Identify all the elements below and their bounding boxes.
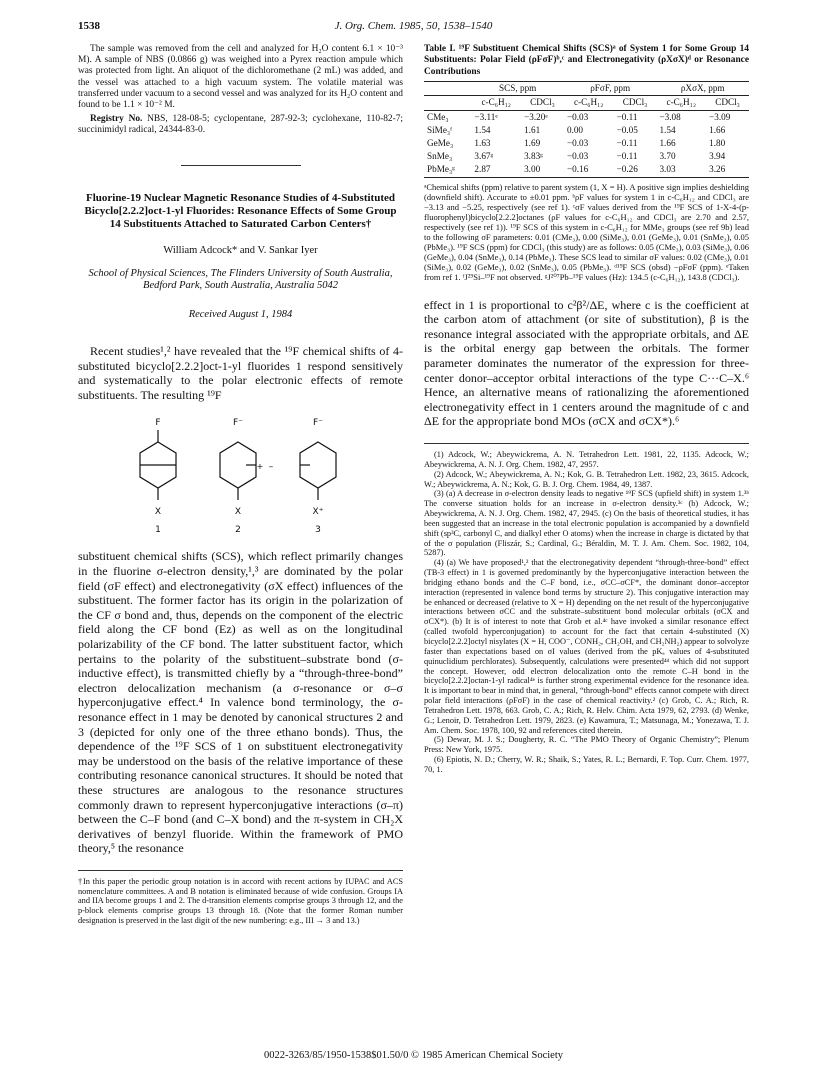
atom-x-1: X [154, 507, 162, 518]
header-field: ρFσF, ppm [564, 82, 657, 96]
sub-header: CDCl₃ [706, 96, 749, 110]
page-header [78, 20, 749, 36]
reference-item: (3) (a) A decrease in σ-electron density leads to negative ¹⁹F SCS (upfield shift) in system 1.³ᵇ The converse situation holds for an increase in σ-electron density.³ᶜ (b) Adcock, W.; Abeywickrema, A. N. J. Org. Chem. 1982, 47, 2945. (c) On the basis of theoretical studies, it has been suggested that an increase in the total electronic population is accompanied by a downfield shift (sp³C, carbonyl C, and dialkyl ether O atoms) when the increase in charge is dictated by that of the σ population (Fliszár, S.; Cardinal, G.; Béraldin, M. T. J. Am. Chem. Soc. 1982, 104, 5287). [424, 489, 749, 558]
right-column [424, 44, 749, 775]
article-separator [181, 165, 301, 166]
table-row [424, 124, 749, 137]
table-group-header-row [424, 82, 749, 96]
table-cell: −0.26 [614, 163, 657, 177]
structure-3 [300, 442, 336, 500]
table-cell: −0.11 [616, 151, 638, 162]
table-sub-header-row [424, 96, 749, 110]
reference-item: (5) Dewar, M. J. S.; Dougherty, R. C. “The PMO Theory of Organic Chemistry”; Plenum Press: New York, 1975. [424, 735, 749, 755]
table-cell: −0.11 [616, 138, 638, 149]
intro-paragraph: Recent studies¹,² have revealed that the ¹⁹F chemical shifts of 4-substituted bicyclo[2.2.2]oct-1-yl fluorides 1 respond sensitively and systematically to the polar electronic effects of remote substituents. The resulting ¹⁹F [78, 344, 403, 402]
compound-number-2: 2 [235, 525, 241, 536]
registry-numbers [78, 114, 403, 136]
atom-f-2: F⁻ [233, 418, 243, 429]
table-footnotes: ᵃChemical shifts (ppm) relative to parent system (1, X = H). A positive sign implies deshielding (downfield shift). Accurate to ±0.01 ppm. ᵇρF values for system 1 in c-C₆H₁₂ and CDCl₃ are −3.13 and −5.25, respectively (see ref 1). ᶜσF values derived from the ¹⁹F SCS of 1-X-4-(p-fluorophenyl)bicyclo[2.2.2]octanes (ρF values for c-C₆H₁₂ and CDCl₃ are 2.70 and 2.57, respectively (see ref 1)). ¹⁹F SCS of this system in c-C₆H₁₂ for MMe₃ groups (see ref 9b) lead to the following σF parameters: 0.01 (CMe₃), 0.00 (SiMe₃), 0.01 (GeMe₃), 0.01 (SnMe₃), 0.05 (PbMe₃). ¹⁹F SCS (ppm) for CDCl₃ (this study) are as follows: 0.05 (CMe₃), 0.03 (SiMe₃), 0.06 (GeMe₃), 0.04 (SnMe₃), 0.14 (PbMe₃). These SCS lead to similar σF values: 0.02 (CMe₃), 0.01 (SiMe₃), 0.02 (GeMe₃), 0.02 (SnMe₃), 0.05 (PbMe₃). ᵈ¹⁹F SCS (obsd) −ρFσF (ppm). ᵉTaken from ref 1. ᶠJ²⁹Si–¹⁹F not observed. ᵍJ²⁰⁷Pb–¹⁹F values (Hz): 134.5 (c-C₆H₁₂), 143.8 (CDCl₃). [424, 181, 750, 282]
previous-article-paragraph: The sample was removed from the cell and analyzed for H₂O content 6.1 × 10⁻³ M). A sample of NBS (0.0866 g) was weighed into a Pyrex reaction ampule which was protected from light. An aliquot of the dichloromethane (2 mL) was added, and the vessel was attached to a high vacuum system. The volatile material was transferred under vacuum to a second vessel and was analyzed for its H₂O content and found to be 1.1 × 10⁻² M. [78, 44, 403, 111]
table-corner [424, 82, 471, 96]
table-cell: 1.61 [524, 124, 541, 135]
reference-item: (6) Epiotis, N. D.; Cherry, W. R.; Shaik, S.; Yates, R. L.; Bernardi, F. Top. Curr. Chem. 1977, 70, 1. [424, 755, 749, 774]
pmo-paragraph: effect in 1 is proportional to c²β²/ΔE, where c is the coefficient at the carbon atom of attachment (or site of substitution), β is the resonance integral associated with the appropriate orbitals, and ΔE is the orbital energy gap between the orbitals. The former parameter dominates the numerator of the expression for three-center donor–acceptor orbital interactions of the type C···C–X.⁶ Hence, an alternative means of rationalizing the aforementioned electronegativity effect in 1 centers around the magnitude of c and ΔE for the appropriate bond MOs (σCX and σCX*).⁶ [424, 297, 749, 429]
atom-f-3: F⁻ [313, 418, 323, 429]
table-cell: −0.16 [564, 163, 614, 177]
table-cell: PbMe₃ᵍ [424, 163, 471, 177]
table-cell: GeMe₃ [427, 138, 454, 149]
table-cell: 3.94 [709, 151, 726, 162]
atom-x-2: X [234, 507, 242, 518]
registry-label: Registry No. [90, 114, 143, 125]
canonical-structures-svg [78, 408, 403, 543]
left-column [78, 44, 403, 926]
atom-f-1: F [155, 418, 161, 429]
table-cell: CMe₃ [427, 111, 449, 122]
sub-header: c-C₆H₁₂ [564, 96, 614, 110]
authors: William Adcock* and V. Sankar Iyer [163, 244, 318, 256]
structure-1 [140, 430, 176, 500]
table-cell: −3.08 [659, 111, 681, 122]
table-cell: −0.03 [566, 138, 589, 149]
table-cell: 1.66 [659, 138, 676, 149]
table-cell: 1.66 [709, 124, 726, 135]
references [424, 443, 749, 775]
table-row [424, 110, 749, 124]
table-row [424, 163, 749, 177]
table-cell: 3.00 [521, 163, 564, 177]
charge-plus: + [256, 462, 264, 472]
atom-x-3: X⁺ [312, 507, 324, 518]
header-scs: SCS, ppm [471, 82, 564, 96]
structure-2 [220, 442, 256, 500]
table-cell: 3.70 [659, 151, 676, 162]
table-cell: 3.83ᵍ [524, 151, 543, 162]
resonance-dash: – [268, 462, 274, 473]
table-cell: 1.80 [709, 138, 726, 149]
table-cell: SnMe₃ [427, 151, 453, 162]
table-cell: SiMe₃ᶠ [427, 124, 453, 135]
table-row [424, 150, 749, 163]
table-cell: 2.87 [471, 163, 521, 177]
table-cell: −3.09 [709, 111, 731, 122]
received-date: Received August 1, 1984 [188, 308, 293, 320]
table-cell: 1.54 [659, 124, 676, 135]
table-cell: 1.69 [524, 138, 541, 149]
affiliation: School of Physical Sciences, The Flinders University of South Australia, Bedford Park, South Australia, Australia 5042 [88, 267, 393, 292]
table-cell: 3.67ᵍ [474, 151, 494, 162]
main-paragraph: substituent chemical shifts (SCS), which reflect primarily changes in the fluorine σ-electron density,¹,³ are dominated by the polar field (σF effect) and electronegativity (σX effect) influences of the substituent. The former factor has its origin in the polarization of the CF σ bond and, thus, depends on the component of the electric field along the CF bond (Ez) as well as on the longitudinal polarizability of the CF bond. The latter substituent factor, which pertains to the polarity of the substituent–substrate bond (σ-inductive effect), is transmitted chiefly by a “through-three-bond” electron delocalization mechanism (a σ-resonance or σ–σ hyperconjugative effect.⁴ In valence bond terminology, the σ-resonance effect in 1 may be denoted by canonical structures 2 and 3 (depicted for only one of the three ethano bonds). Thus, the dependence of the ¹⁹F SCS of 1 on substituent electronegativity may be understood on the basis of the relative importance of these contributing resonance canonical structures. It should be noted that these structures are analogous to the resonance structures commonly drawn to represent hyperconjugative interactions (σ–π) between the C–F bond (and C–X bond) and the π-system in CH₂X derivatives of benzyl fluoride. Within the framework of PMO theory,⁵ the resonance [78, 549, 403, 856]
table-cell: −0.03 [566, 111, 589, 122]
reference-item: (4) (a) We have proposed¹,² that the electronegativity dependent “through-three-bond” effect (TB-3 effect) in 1 is governed predominantly by the hyperconjugative interaction between the bridging ethano bonds and the C–F bond, i.e., σCC–σCF*, the dominant donor–acceptor interaction (represented in valence bond terms by structure 2). This conjugative interaction may be enhanced or decreased (relative to X = H) depending on the net result of the hyperconjugative interactions between σCC and the substrate–substituent bond molecular orbitals (σCX and σCX*). (b) It is of interest to note that Grob et al.⁴ᶜ have invoked a similar resonance effect (called twofold hyperconjugation) to account for the fact that certain 4-substituted (X) bicyclo[2.2.2]octyl nisylates (X = H, COO⁻, CONH₂, CH₂OH, and CH₂NH₂) appear to solvolyze faster than expectations based on σI values (derived from the pKₐ values of 4-substituted quinuclidium perchlorates). Subsequently, calculations were presented⁴ᵈ which did not support the concept. However, odd electron delocalization onto the remote C–H bond in the bicyclo[2.2.2]octan-1-yl radical⁴ᵉ is further strong experimental evidence for the resonance idea. It is important to bear in mind that, in general, “through-bond” effects cannot compete with direct polar field interactions (ρFσF) in the case of chemical reactivity.² (c) Grob, C. A.; Rich, R. Tetrahedron Lett. 1978, 663. Grob, C. A.; Rich, R. Helv. Chim. Acta 1979, 62, 2793. (d) Wenke, G.; Lenoir, D. Tetrahedron Lett. 1979, 2823. (e) Kawamura, T.; Matsunaga, M.; Yonezawa, T. J. Am. Chem. Soc. 1978, 100, 92 and references cited therein. [424, 558, 749, 735]
table-cell: −0.11 [616, 111, 638, 122]
scs-table [424, 81, 749, 177]
table-cell: −3.11ᵉ [474, 111, 498, 122]
reference-item: (1) Adcock, W.; Abeywickrema, A. N. Tetrahedron Lett. 1981, 22, 1135. Adcock, W.; Abeywickrema, A. N. J. Org. Chem. 1982, 47, 2957. [424, 449, 749, 469]
compound-number-1: 1 [155, 525, 161, 536]
table-cell: 3.26 [706, 163, 749, 177]
page-footer: 0022-3263/85/1950-1538$01.50/0 © 1985 American Chemical Society [263, 1050, 564, 1061]
structures-figure [78, 408, 403, 543]
periodic-group-footnote: †In this paper the periodic group notation is in accord with recent actions by IUPAC and ACS nomenclature committees. A and B notation is eliminated because of wide confusion. Groups IA and IIA become groups 1 and 2. The d-transition elements comprise groups 3 through 12, and the p-block elements comprise groups 13 through 18. (Note that the former Roman number designation is preserved in the last digit of the new numbering: e.g., III → 3 and 13.) [78, 870, 403, 926]
table-row [424, 137, 749, 150]
table-cell: −0.03 [566, 151, 589, 162]
table-cell: 1.54 [474, 124, 491, 135]
compound-number-3: 3 [315, 525, 321, 536]
page-number: 1538 [78, 20, 100, 32]
table-caption: Table I. ¹⁹F Substituent Chemical Shifts (SCS)ᵃ of System 1 for Some Group 14 Substituents: Polar Field (ρFσF)ᵇ,ᶜ and Electronegativity (ρXσX)ᵈ or Resonance Contributions [424, 44, 749, 77]
header-electroneg: ρXσX, ppm [656, 82, 749, 96]
table-cell: 3.03 [656, 163, 706, 177]
table-cell: −3.20ᵉ [524, 111, 548, 122]
table-cell: 0.00 [566, 124, 584, 135]
sub-header: CDCl₃ [521, 96, 564, 110]
sub-header: c-C₆H₁₂ [656, 96, 706, 110]
article-title: Fluorine-19 Nuclear Magnetic Resonance Studies of 4-Substituted Bicyclo[2.2.2]oct-1-yl Fluorides: Resonance Effects of Some Group 14 Substituents Attached to Saturated Carbon Centers† [84, 191, 397, 230]
registry-text: NBS, 128-08-5; cyclopentane, 287-92-3; cyclohexane, 110-82-7; succinimidyl radical, 24344-83-0. [78, 114, 403, 136]
reference-item: (2) Adcock, W.; Abeywickrema, A. N.; Kok, G. B. Tetrahedron Lett. 1982, 23, 3615. Adcock, W.; Abeywickrema, A. N.; Kok, G. B. J. Org. Chem. 1984, 49, 1387. [424, 469, 749, 489]
sub-header: CDCl₃ [614, 96, 657, 110]
table-cell: −0.05 [616, 124, 638, 135]
sub-header: c-C₆H₁₂ [471, 96, 521, 110]
journal-citation: J. Org. Chem. 1985, 50, 1538–1540 [334, 20, 493, 32]
table-cell: 1.63 [474, 138, 491, 149]
